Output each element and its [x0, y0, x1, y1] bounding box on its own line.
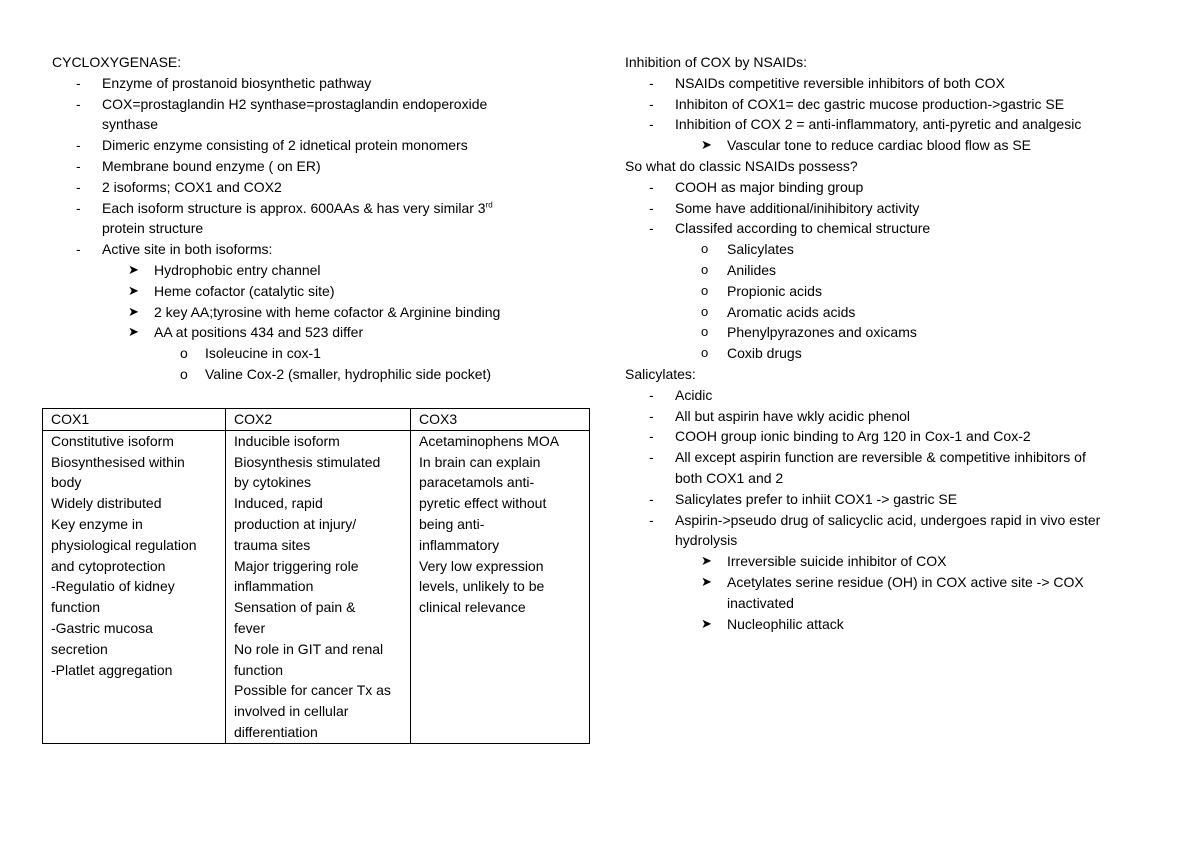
- list-item: - COX=prostaglandin H2 synthase=prostaglandin endoperoxide: [52, 94, 572, 115]
- dash-bullet-icon: -: [649, 490, 654, 507]
- dash-bullet-icon: -: [649, 74, 654, 91]
- section-title-inhibition: Inhibition of COX by NSAIDs:: [625, 54, 808, 70]
- sub-list-item: ➤ Irreversible suicide inhibitor of COX: [625, 551, 1165, 572]
- table-row: [43, 430, 590, 743]
- sub-list-item: o Propionic acids: [625, 281, 1165, 302]
- dash-bullet-icon: -: [649, 220, 654, 237]
- dash-bullet-icon: -: [649, 428, 654, 445]
- sub-sub-list-item: o Isoleucine in cox-1: [52, 343, 572, 364]
- list-item-continuation: both COX1 and 2: [675, 469, 784, 486]
- sub-list-item: o Aromatic acids acids: [625, 302, 1165, 323]
- list-item: - Inhibition of COX 2 = anti-inflammatory, anti-pyretic and analgesic: [625, 114, 1165, 135]
- list-item: - Aspirin->pseudo drug of salicyclic acid, undergoes rapid in vivo ester: [625, 510, 1165, 531]
- section-title-cyclooxygenase: CYCLOXYGENASE:: [52, 54, 182, 70]
- dash-bullet-icon: -: [649, 95, 654, 112]
- right-column: [625, 52, 1165, 634]
- table-header-cox1: COX1: [43, 409, 226, 431]
- table-header-cox3: COX3: [411, 409, 590, 431]
- arrow-bullet-icon: ➤: [701, 137, 712, 153]
- table-cell-cox2: Inducible isoform Biosynthesis stimulated by cytokines Induced, rapid production at injury/ trauma sites Major triggering role inflammation Sensation of pain & fever No role in GIT and renal function Possible for cancer Tx as involved in cellular differentiation: [226, 430, 411, 743]
- section-title-classic-nsaids: So what do classic NSAIDs possess?: [625, 157, 858, 174]
- dash-bullet-icon: -: [76, 137, 81, 154]
- arrow-bullet-icon: ➤: [128, 261, 139, 277]
- cox-comparison-table: [42, 408, 590, 744]
- arrow-bullet-icon: ➤: [128, 303, 139, 319]
- dash-bullet-icon: -: [649, 407, 654, 424]
- sub-list-item: o Anilides: [625, 260, 1165, 281]
- dash-bullet-icon: -: [76, 178, 81, 195]
- dash-bullet-icon: -: [76, 241, 81, 258]
- list-item: - Some have additional/inihibitory activity: [625, 198, 1165, 219]
- dash-bullet-icon: -: [649, 199, 654, 216]
- dash-bullet-icon: -: [76, 74, 81, 91]
- list-item-continuation: protein structure: [102, 220, 204, 237]
- section-title-salicylates: Salicylates:: [625, 365, 696, 382]
- sub-list-item: ➤ Heme cofactor (catalytic site): [52, 281, 572, 302]
- dash-bullet-icon: -: [649, 449, 654, 466]
- list-item-continuation: synthase: [102, 116, 159, 133]
- circle-bullet-icon: o: [701, 303, 709, 319]
- arrow-bullet-icon: ➤: [701, 573, 712, 589]
- list-item: - Salicylates prefer to inhiit COX1 -> gastric SE: [625, 489, 1165, 510]
- arrow-bullet-icon: ➤: [128, 324, 139, 340]
- circle-bullet-icon: o: [180, 345, 188, 362]
- sub-list-item: ➤ Acetylates serine residue (OH) in COX active site -> COX: [625, 572, 1165, 593]
- list-item: - Dimeric enzyme consisting of 2 idnetical protein monomers: [52, 135, 572, 156]
- list-item: - Inhibiton of COX1= dec gastric mucose production->gastric SE: [625, 94, 1165, 115]
- circle-bullet-icon: o: [701, 261, 709, 277]
- circle-bullet-icon: o: [701, 345, 709, 361]
- sub-list-item: o Coxib drugs: [625, 343, 1165, 364]
- sub-list-item: ➤ 2 key AA;tyrosine with heme cofactor & Arginine binding: [52, 302, 572, 323]
- dash-bullet-icon: -: [76, 95, 81, 112]
- list-item: - All but aspirin have wkly acidic phenol: [625, 406, 1165, 427]
- sub-list-item: ➤ Vascular tone to reduce cardiac blood flow as SE: [625, 135, 1165, 156]
- list-item-continuation: hydrolysis: [675, 532, 738, 549]
- list-item: - Membrane bound enzyme ( on ER): [52, 156, 572, 177]
- table-header-cox2: COX2: [226, 409, 411, 431]
- sub-list-item: ➤ AA at positions 434 and 523 differ: [52, 322, 572, 343]
- superscript-rd: rd: [485, 199, 493, 209]
- sub-list-item: ➤ Hydrophobic entry channel: [52, 260, 572, 281]
- dash-bullet-icon: -: [649, 386, 654, 403]
- sub-list-item-continuation: inactivated: [727, 594, 794, 611]
- sub-list-item: o Phenylpyrazones and oxicams: [625, 322, 1165, 343]
- list-item: - Active site in both isoforms:: [52, 239, 572, 260]
- circle-bullet-icon: o: [701, 324, 709, 340]
- list-item: - Acidic: [625, 385, 1165, 406]
- dash-bullet-icon: -: [649, 116, 654, 133]
- dash-bullet-icon: -: [76, 157, 81, 174]
- table-header-row: [43, 409, 590, 431]
- left-column: [52, 52, 572, 385]
- arrow-bullet-icon: ➤: [128, 282, 139, 298]
- table-cell-cox3: Acetaminophens MOA In brain can explain paracetamols anti- pyretic effect without being anti- inflammatory Very low expression levels, unlikely to be clinical relevance: [411, 430, 590, 743]
- list-item: - Classifed according to chemical structure: [625, 218, 1165, 239]
- list-item: - NSAIDs competitive reversible inhibitors of both COX: [625, 73, 1165, 94]
- circle-bullet-icon: o: [701, 241, 709, 257]
- arrow-bullet-icon: ➤: [701, 615, 712, 631]
- list-item: - COOH as major binding group: [625, 177, 1165, 198]
- circle-bullet-icon: o: [180, 365, 188, 382]
- list-item: - Enzyme of prostanoid biosynthetic pathway: [52, 73, 572, 94]
- sub-list-item: o Salicylates: [625, 239, 1165, 260]
- dash-bullet-icon: -: [649, 178, 654, 195]
- list-item: - 2 isoforms; COX1 and COX2: [52, 177, 572, 198]
- arrow-bullet-icon: ➤: [701, 553, 712, 569]
- list-item: - COOH group ionic binding to Arg 120 in Cox-1 and Cox-2: [625, 426, 1165, 447]
- table-cell-cox1: Constitutive isoform Biosynthesised within body Widely distributed Key enzyme in physiological regulation and cytoprotection -Regulatio of kidney function -Gastric mucosa secretion -Platlet aggregation: [43, 430, 226, 743]
- dash-bullet-icon: -: [76, 199, 81, 216]
- sub-list-item: ➤ Nucleophilic attack: [625, 614, 1165, 635]
- dash-bullet-icon: -: [649, 511, 654, 528]
- circle-bullet-icon: o: [701, 282, 709, 298]
- list-item: - All except aspirin function are reversible & competitive inhibitors of: [625, 447, 1165, 468]
- sub-sub-list-item: o Valine Cox-2 (smaller, hydrophilic side pocket): [52, 364, 572, 385]
- list-item: - Each isoform structure is approx. 600AAs & has very similar 3rd: [52, 198, 572, 219]
